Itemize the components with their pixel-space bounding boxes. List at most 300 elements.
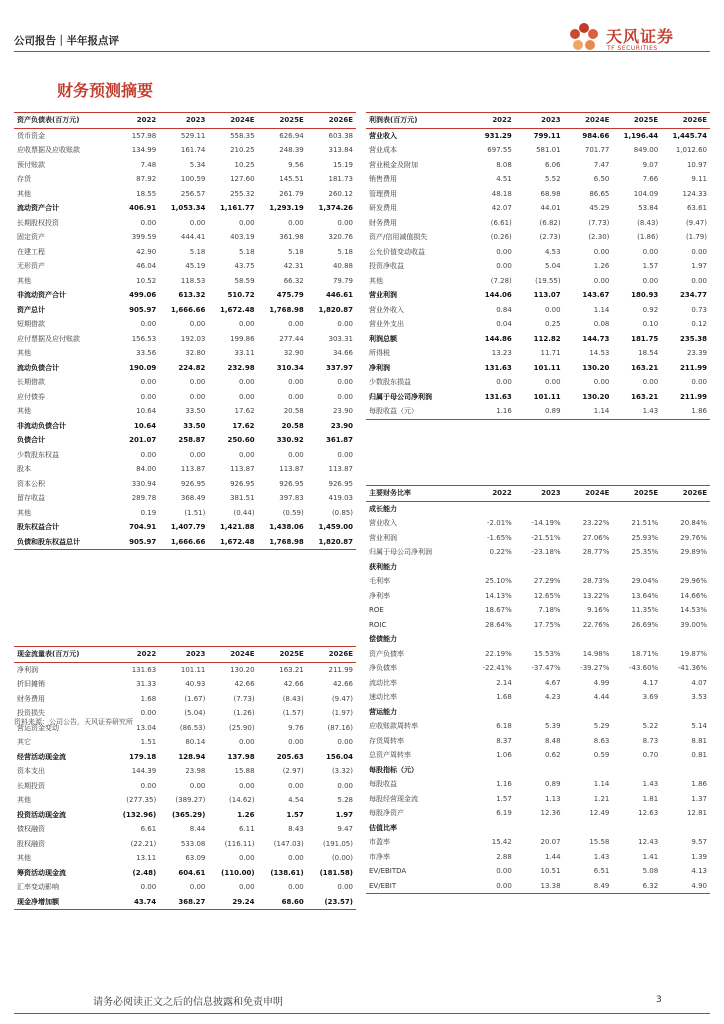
value-cell: 1.57	[642, 262, 659, 271]
value-cell: 101.11	[180, 665, 206, 674]
value-cell: 161.74	[180, 146, 206, 155]
row-label: EV/EBITDA	[369, 867, 407, 876]
value-cell	[564, 763, 613, 778]
value-cell: 0.00	[238, 450, 255, 459]
table-row	[14, 735, 356, 750]
table-row	[366, 603, 710, 618]
value-cell: 558.35	[230, 131, 255, 140]
year-header-cell: 2025E	[612, 486, 661, 502]
value-cell	[466, 632, 515, 647]
value-cell: 4.07	[691, 678, 707, 687]
financial-ratios-table	[366, 485, 710, 894]
value-cell: 361.87	[325, 436, 353, 445]
value-cell: 406.91	[129, 204, 157, 213]
value-cell: 926.95	[180, 479, 206, 488]
value-cell: 14.53%	[680, 606, 707, 615]
value-cell: 5.29	[593, 722, 610, 731]
row-label: 净利润	[369, 363, 390, 372]
value-cell: -39.27%	[580, 664, 610, 673]
value-cell: 5.18	[189, 247, 206, 256]
value-cell: 3.69	[642, 693, 659, 702]
value-cell: 0.00	[337, 218, 353, 227]
row-label: 长期投资	[17, 781, 45, 790]
table-row	[14, 274, 356, 289]
table-row	[14, 433, 356, 448]
row-label: 股本	[17, 465, 31, 474]
value-cell: 112.82	[533, 334, 561, 343]
table-row	[366, 375, 710, 390]
value-cell: 18.55	[136, 189, 157, 198]
value-cell: 1.43	[593, 852, 610, 861]
value-cell: 14.13%	[485, 591, 512, 600]
table-row	[366, 574, 710, 589]
value-cell: 303.31	[328, 334, 353, 343]
row-label: ROIC	[369, 620, 387, 629]
row-label: 营运能力	[369, 707, 397, 716]
table-row	[366, 647, 710, 662]
value-cell: 1.43	[642, 780, 659, 789]
year-header-cell: 2024E	[208, 113, 257, 129]
year-header-cell: 2024E	[564, 486, 613, 502]
value-cell: (2.48)	[132, 868, 157, 877]
table-row	[366, 317, 710, 332]
table-row	[366, 719, 710, 734]
value-cell: 1.06	[496, 751, 512, 760]
table-row	[366, 545, 710, 560]
value-cell: 20.58	[283, 407, 304, 416]
value-cell: 163.21	[631, 392, 659, 401]
table-title-cell: 利润表(百万元)	[366, 113, 466, 129]
value-cell: 361.98	[279, 233, 304, 242]
value-cell: (7.28)	[490, 276, 512, 285]
value-cell: 0.00	[691, 247, 707, 256]
value-cell: 1.14	[593, 780, 610, 789]
value-cell: 4.51	[496, 175, 512, 184]
value-cell: (1.86)	[637, 233, 659, 242]
value-cell: 0.59	[593, 751, 610, 760]
year-header-cell: 2022	[466, 113, 515, 129]
value-cell: 0.81	[691, 751, 707, 760]
value-cell: 0.12	[691, 320, 707, 329]
value-cell: 2.14	[496, 678, 512, 687]
table-row	[366, 516, 710, 531]
table-row	[366, 332, 710, 347]
table-row	[14, 317, 356, 332]
value-cell: 1,293.19	[269, 204, 304, 213]
row-label: 存货	[17, 175, 31, 184]
table-row	[366, 676, 710, 691]
value-cell: 10.97	[686, 160, 707, 169]
value-cell: 113.87	[279, 465, 304, 474]
table-row	[14, 404, 356, 419]
value-cell: -22.41%	[482, 664, 512, 673]
value-cell: 1.43	[612, 404, 661, 419]
table-row	[366, 879, 710, 894]
row-label: 资产负债率	[369, 649, 404, 658]
value-cell: 1,421.88	[220, 523, 255, 532]
value-cell: 0.00	[140, 709, 157, 718]
value-cell: 1,672.48	[220, 305, 255, 314]
value-cell: (7.73)	[233, 694, 255, 703]
value-cell: 0.25	[545, 320, 561, 329]
value-cell: 1.26	[237, 810, 255, 819]
value-cell: 9.07	[642, 160, 659, 169]
value-cell: (365.29)	[171, 810, 206, 819]
value-cell: 310.34	[276, 363, 304, 372]
value-cell: 28.64%	[485, 620, 512, 629]
value-cell: 28.73%	[582, 577, 610, 586]
value-cell: 0.00	[189, 320, 206, 329]
row-label: 其他	[17, 854, 31, 863]
value-cell: 1,820.87	[318, 305, 353, 314]
row-label: 营业收入	[369, 131, 397, 140]
row-label: 每股经营现金流	[369, 794, 418, 803]
value-cell: 1.57	[496, 794, 512, 803]
value-cell: (0.85)	[331, 508, 353, 517]
value-cell: 0.00	[337, 378, 353, 387]
value-cell: 144.73	[582, 334, 610, 343]
value-cell: 1.14	[593, 305, 610, 314]
value-cell: 926.95	[328, 479, 353, 488]
value-cell: 13.23	[491, 349, 512, 358]
value-cell: 258.87	[178, 436, 206, 445]
value-cell: 0.00	[140, 218, 157, 227]
value-cell: 0.00	[140, 378, 157, 387]
value-cell: (9.47)	[685, 218, 707, 227]
value-cell: 128.94	[178, 752, 206, 761]
value-cell: 130.20	[230, 665, 255, 674]
row-label: 负债和股东权益总计	[14, 535, 110, 550]
row-label: 应付票据及应付账款	[17, 334, 80, 343]
value-cell: 1.13	[545, 794, 561, 803]
value-cell: 0.92	[642, 305, 659, 314]
value-cell: 12.36	[540, 809, 561, 818]
value-cell: 0.00	[337, 781, 353, 790]
value-cell: 1.57	[286, 810, 304, 819]
value-cell: 15.19	[332, 160, 353, 169]
row-label: 其它	[17, 738, 31, 747]
year-header-cell: 2026E	[307, 647, 356, 663]
value-cell: 42.31	[283, 262, 304, 271]
value-cell: 28.77%	[582, 548, 610, 557]
year-header-cell: 2022	[466, 486, 515, 502]
row-label: 资本公积	[17, 479, 45, 488]
value-cell: (132.96)	[122, 810, 157, 819]
value-cell: (116.11)	[224, 839, 255, 848]
table-row	[366, 632, 710, 647]
value-cell: 0.00	[189, 883, 206, 892]
value-cell: 12.43	[638, 838, 659, 847]
table-row	[14, 491, 356, 506]
value-cell: 1.44	[545, 852, 561, 861]
value-cell: 5.39	[545, 722, 561, 731]
value-cell: 234.77	[679, 291, 707, 300]
value-cell: 0.08	[593, 320, 610, 329]
value-cell: (22.21)	[130, 839, 157, 848]
value-cell: 0.00	[140, 392, 157, 401]
table-row	[14, 851, 356, 866]
row-label: 净利率	[369, 591, 390, 600]
value-cell: (2.97)	[282, 767, 304, 776]
value-cell: 6.18	[496, 722, 512, 731]
value-cell: 313.84	[328, 146, 353, 155]
table-row	[366, 821, 710, 836]
year-header-cell: 2025E	[612, 113, 661, 129]
value-cell: 5.18	[238, 247, 255, 256]
row-label: 市盈率	[369, 838, 390, 847]
value-cell: 0.00	[288, 378, 304, 387]
value-cell	[661, 501, 710, 516]
table-row	[366, 346, 710, 361]
value-cell: 604.61	[178, 868, 206, 877]
value-cell: 32.80	[185, 349, 206, 358]
value-cell: 63.61	[686, 204, 707, 213]
row-label: 其他	[17, 276, 31, 285]
value-cell: 13.04	[136, 723, 157, 732]
value-cell: 581.01	[536, 146, 561, 155]
row-label: 非流动负债合计	[17, 421, 66, 430]
value-cell: 25.10%	[485, 577, 512, 586]
value-cell: 32.90	[283, 349, 304, 358]
row-label: 管理费用	[369, 189, 397, 198]
table-row	[366, 835, 710, 850]
value-cell: 626.94	[279, 131, 304, 140]
row-label: 归属于母公司净利润	[369, 392, 432, 401]
page-number: 3	[656, 995, 662, 1005]
value-cell: 1.16	[496, 780, 512, 789]
value-cell: (138.61)	[270, 868, 304, 877]
value-cell: 6.50	[593, 175, 610, 184]
table-row	[366, 187, 710, 202]
row-label: 应收票据及应收账款	[17, 146, 80, 155]
row-label: 少数股东权益	[17, 450, 59, 459]
row-label: 总资产周转率	[369, 751, 411, 760]
value-cell	[612, 821, 661, 836]
value-cell: 201.07	[129, 436, 157, 445]
value-cell: 10.51	[540, 867, 561, 876]
table-row	[14, 361, 356, 376]
table-row	[366, 589, 710, 604]
value-cell: 1,438.06	[269, 523, 304, 532]
value-cell: 45.29	[589, 204, 610, 213]
row-label: 其他	[17, 407, 31, 416]
value-cell: 0.00	[288, 738, 304, 747]
value-cell: 0.00	[238, 320, 255, 329]
value-cell: 0.00	[337, 392, 353, 401]
value-cell: 104.09	[633, 189, 659, 198]
value-cell: 29.24	[208, 895, 257, 910]
value-cell: 8.37	[496, 736, 512, 745]
value-cell: 23.90	[332, 407, 353, 416]
value-cell: 235.38	[679, 334, 707, 343]
table-row	[14, 158, 356, 173]
value-cell: 0.00	[140, 320, 157, 329]
value-cell: 4.17	[642, 678, 659, 687]
value-cell: 20.07	[540, 838, 561, 847]
row-label: 利润总额	[369, 334, 397, 343]
row-label: 折旧摊销	[17, 680, 45, 689]
value-cell: 224.82	[178, 363, 206, 372]
logo-name-en: TF SECURITIES	[607, 45, 658, 52]
value-cell: 1,820.87	[307, 535, 356, 550]
value-cell: 13.64%	[631, 591, 659, 600]
row-label: 资产总计	[17, 305, 45, 314]
table-row	[366, 172, 710, 187]
year-header-cell: 2023	[515, 113, 564, 129]
row-label: 净负债率	[369, 664, 397, 673]
value-cell: 0.00	[593, 378, 610, 387]
value-cell: 63.09	[185, 854, 206, 863]
value-cell: 7.18%	[538, 606, 561, 615]
value-cell: (1.51)	[184, 508, 206, 517]
value-cell: 6.11	[238, 825, 255, 834]
value-cell: 68.98	[540, 189, 561, 198]
value-cell: 4.67	[545, 678, 561, 687]
value-cell: 17.75%	[533, 620, 561, 629]
value-cell: 0.00	[189, 378, 206, 387]
row-label: 公允价值变动收益	[369, 247, 425, 256]
value-cell: -37.47%	[531, 664, 561, 673]
value-cell: 926.95	[230, 479, 255, 488]
row-label: 少数股东损益	[369, 378, 411, 387]
row-label: 速动比率	[369, 693, 397, 702]
value-cell: (181.58)	[319, 868, 353, 877]
value-cell: 926.95	[279, 479, 304, 488]
value-cell: 58.59	[234, 276, 255, 285]
value-cell: 0.00	[238, 392, 255, 401]
table-row	[14, 259, 356, 274]
value-cell: (1.26)	[233, 709, 255, 718]
value-cell: 403.19	[230, 233, 255, 242]
value-cell: 25.35%	[631, 548, 659, 557]
value-cell: 248.39	[279, 146, 304, 155]
table-row	[366, 390, 710, 405]
row-label: 所得税	[369, 349, 390, 358]
value-cell: 0.00	[238, 218, 255, 227]
value-cell: 0.89	[545, 780, 561, 789]
value-cell: 43.75	[234, 262, 255, 271]
value-cell: 14.53	[589, 349, 610, 358]
row-label: 汇率变动影响	[17, 883, 59, 892]
row-label: 固定资产	[17, 233, 45, 242]
value-cell: (0.59)	[282, 508, 304, 517]
value-cell: 0.00	[238, 883, 255, 892]
value-cell: 697.55	[487, 146, 512, 155]
row-label: EV/EBIT	[366, 879, 466, 894]
row-label: 估值比率	[369, 823, 397, 832]
row-label: 无形资产	[17, 262, 45, 271]
value-cell: 13.38	[515, 879, 564, 894]
value-cell: 33.50	[183, 421, 206, 430]
table-title-cell: 现金流量表(百万元)	[14, 647, 110, 663]
row-label: 获利能力	[369, 562, 397, 571]
value-cell: 5.14	[691, 722, 707, 731]
value-cell: 419.03	[328, 494, 353, 503]
value-cell: 0.22%	[489, 548, 512, 557]
value-cell: 26.69%	[631, 620, 659, 629]
table-row	[366, 806, 710, 821]
value-cell: 87.92	[136, 175, 157, 184]
value-cell: 10.64	[136, 407, 157, 416]
value-cell: 113.87	[180, 465, 206, 474]
value-cell: 1,666.66	[170, 305, 206, 314]
value-cell: 0.00	[288, 883, 304, 892]
value-cell: 1.26	[593, 262, 610, 271]
table-row	[366, 245, 710, 260]
table-row	[14, 172, 356, 187]
table-row	[366, 274, 710, 289]
value-cell: 12.49	[589, 809, 610, 818]
value-cell: 0.00	[288, 854, 304, 863]
value-cell: 3.53	[691, 693, 707, 702]
row-label: 营业外收入	[369, 305, 404, 314]
row-label: 财务费用	[17, 694, 45, 703]
table-title-cell: 主要财务比率	[366, 486, 466, 502]
value-cell: (1.97)	[331, 709, 353, 718]
table-row	[14, 462, 356, 477]
value-cell: 0.00	[337, 320, 353, 329]
value-cell: 0.00	[140, 883, 157, 892]
value-cell	[612, 705, 661, 720]
value-cell: 127.60	[230, 175, 255, 184]
value-cell: 144.06	[484, 291, 512, 300]
value-cell: 6.32	[612, 879, 661, 894]
value-cell: (0.00)	[331, 854, 353, 863]
value-cell: 9.76	[288, 723, 304, 732]
value-cell: 704.91	[129, 523, 157, 532]
value-cell: 475.79	[276, 291, 304, 300]
table-row	[14, 419, 356, 434]
value-cell	[466, 560, 515, 575]
table-row	[14, 230, 356, 245]
company-logo	[566, 20, 706, 60]
value-cell: 0.00	[691, 276, 707, 285]
value-cell: 8.49	[564, 879, 613, 894]
value-cell: 7.66	[642, 175, 659, 184]
value-cell: -21.51%	[531, 533, 561, 542]
value-cell: (8.43)	[637, 218, 659, 227]
value-cell	[612, 632, 661, 647]
row-label: 投资损失	[17, 709, 45, 718]
row-label: 财务费用	[369, 218, 397, 227]
value-cell	[564, 632, 613, 647]
value-cell: 0.00	[288, 392, 304, 401]
row-label: 流动资产合计	[17, 204, 59, 213]
value-cell: 211.99	[328, 665, 353, 674]
table-row	[366, 705, 710, 720]
table-row	[366, 748, 710, 763]
table-row	[14, 750, 356, 765]
table-row	[366, 143, 710, 158]
table-row	[14, 662, 356, 677]
section-title: 财务预测摘要	[57, 81, 154, 100]
value-cell: 603.38	[328, 131, 353, 140]
value-cell: 181.75	[631, 334, 659, 343]
value-cell: 31.33	[136, 680, 157, 689]
value-cell: 1.39	[691, 852, 707, 861]
value-cell	[515, 560, 564, 575]
row-label: 毛利率	[369, 577, 390, 586]
value-cell: 261.79	[279, 189, 304, 198]
table-row	[366, 531, 710, 546]
table-row	[14, 448, 356, 463]
table-row	[366, 158, 710, 173]
report-type-header: 公司报告｜半年报点评	[14, 35, 119, 47]
value-cell: 205.63	[276, 752, 304, 761]
value-cell: 320.76	[328, 233, 353, 242]
value-cell: (147.03)	[273, 839, 304, 848]
value-cell: 9.11	[691, 175, 707, 184]
